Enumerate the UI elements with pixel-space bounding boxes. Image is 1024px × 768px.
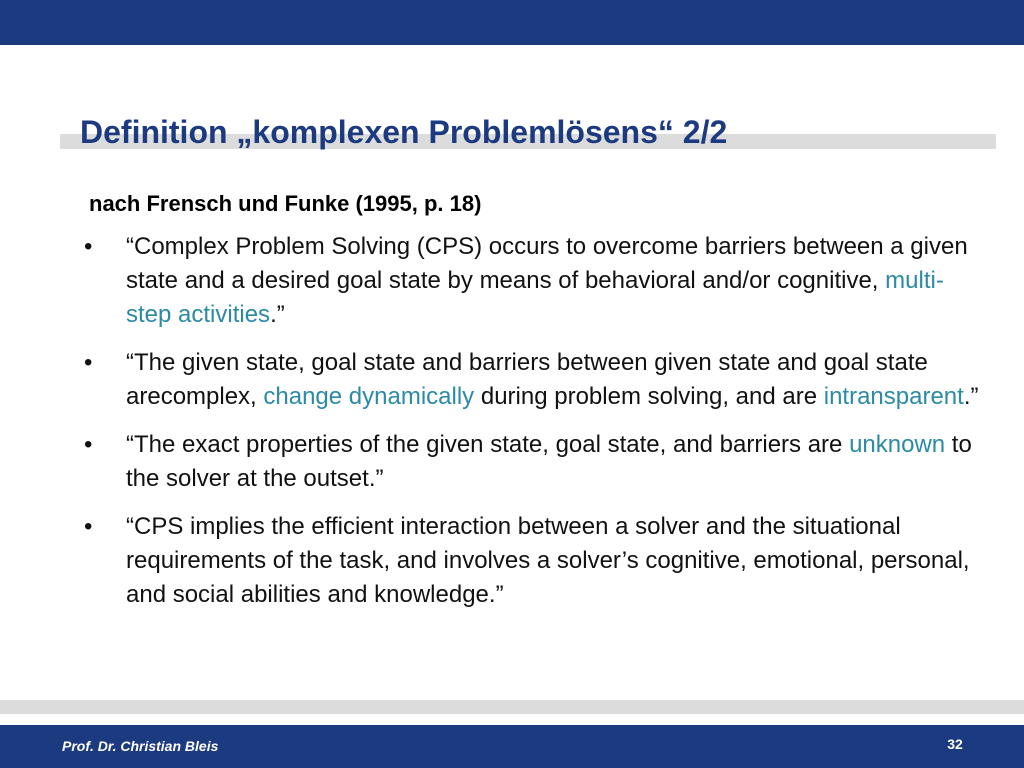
bullet-icon: • — [84, 513, 93, 540]
bullet-3-text-end: to the solver at the outset.” — [126, 431, 972, 492]
bullet-3-text: “The exact properties of the given state, goal state, and barriers are — [126, 431, 850, 458]
slide-subtitle: nach Frensch und Funke (1995, p. 18) — [89, 191, 482, 216]
bullet-1-text: “Complex Problem Solving (CPS) occurs to overcome barriers between a given state and a desired goal state by means of behavioral and/or cognitive, — [126, 233, 968, 294]
bullet-2-text: “The given state, goal state and barriers between given state and goal state arecomplex, — [126, 349, 928, 410]
bullet-4-text: “CPS implies the efficient interaction between a solver and the situational requirements of the task, and involves a solver’s cognitive, emotional, personal, and social abilities and knowledge.” — [126, 513, 970, 608]
bullet-1-text-end: .” — [270, 301, 285, 328]
top-header-bar — [0, 0, 1024, 45]
bullet-item-1 — [84, 230, 984, 332]
footer-separator-band — [0, 700, 1024, 714]
bullet-2-text-end: .” — [963, 383, 979, 410]
bullet-icon: • — [84, 233, 93, 260]
bullet-2-highlight-2: intransparent — [823, 383, 964, 410]
bullet-item-4 — [84, 510, 984, 612]
bullet-item-3 — [84, 428, 984, 496]
page-number: 32 — [947, 736, 963, 752]
bullet-icon: • — [84, 349, 93, 376]
slide-title: Definition „komplexen Problemlösens“ 2/2 — [80, 114, 728, 150]
bullet-2-text-mid: during problem solving, and are — [474, 383, 824, 410]
bullet-1-highlight: multi-step activities — [126, 267, 944, 328]
bullet-item-2 — [84, 346, 984, 414]
bullet-2-highlight-1: change dynamically — [263, 383, 475, 410]
bullet-list — [84, 230, 984, 626]
bullet-icon: • — [84, 431, 93, 458]
bullet-3-highlight: unknown — [849, 431, 946, 458]
footer-author: Prof. Dr. Christian Bleis — [62, 738, 219, 754]
